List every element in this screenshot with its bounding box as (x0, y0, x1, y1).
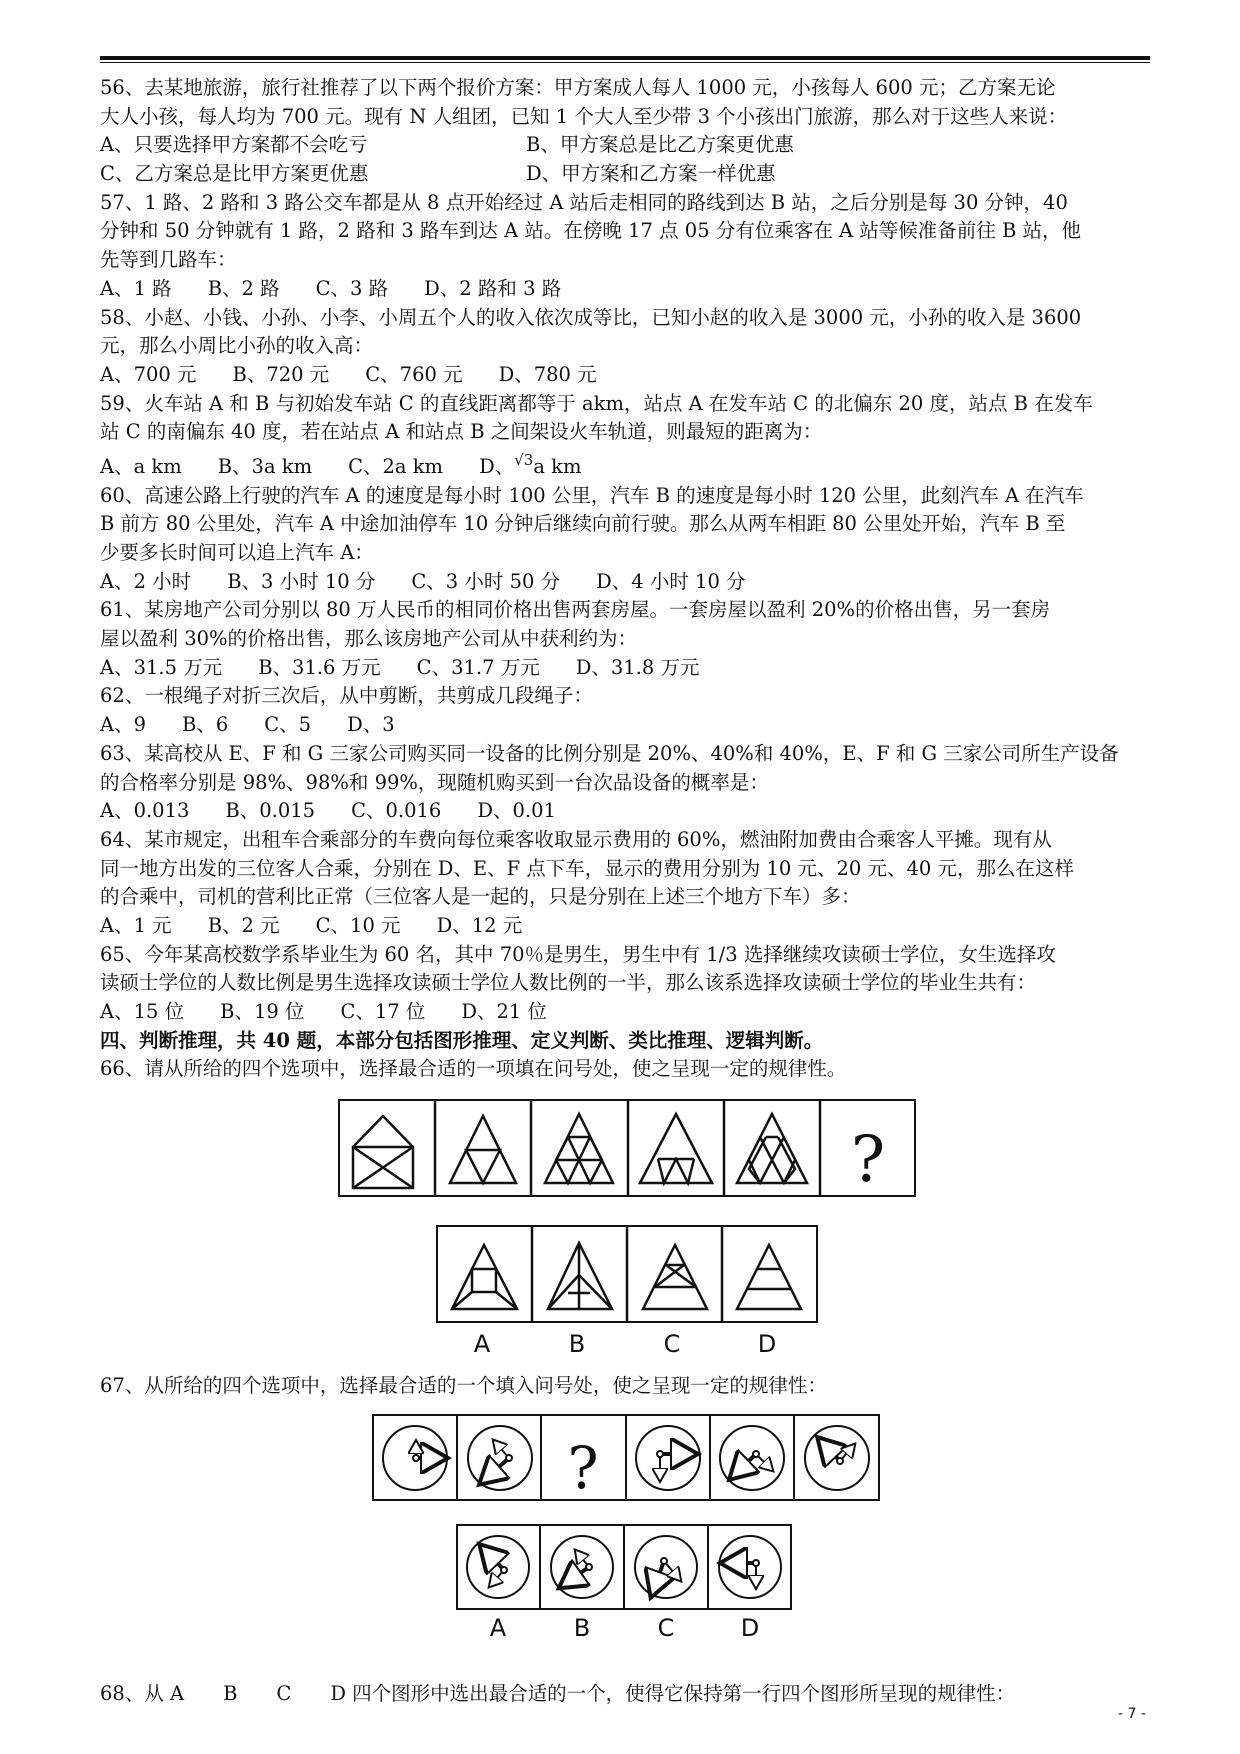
q67-label-d: D (740, 1614, 760, 1642)
q66-label-d: D (757, 1330, 777, 1358)
option-a-figure (452, 1245, 517, 1309)
q63-option-b: B、0.015 (225, 799, 316, 823)
q64-option-a: A、1 元 (100, 913, 172, 937)
q60-option-c: C、3 小时 50 分 (411, 569, 561, 593)
q60-line: B 前方 80 公里处，汽车 A 中途加油停车 10 分钟后继续向前行驶。那么从两车相距 80 公里处开始，汽车 B 至 (100, 512, 1066, 536)
q56-option-d: D、甲方案和乙方案一样优惠 (526, 162, 776, 186)
q56-options-row (100, 131, 1160, 160)
q59-option-d-label: D、 (479, 454, 515, 478)
q62-option-b: B、6 (182, 713, 229, 737)
q67-options-row (456, 1524, 796, 1612)
q59-line: 59、火车站 A 和 B 与初始发车站 C 的直线距离都等于 akm，站点 A 在发车站 C 的北偏东 20 度，站点 B 在发车 (100, 391, 1093, 415)
q59-line: 站 C 的南偏东 40 度，若在站点 A 和站点 B 之间架设火车轨道，则最短的距离为： (100, 420, 823, 444)
q64-options-row (100, 912, 1160, 941)
clock-figure-6 (805, 1426, 869, 1490)
q61-line: 61、某房地产公司分别以 80 万人民币的相同价格出售两套房屋。一套房屋以盈利 20%的价格出售，另一套房 (100, 598, 1051, 622)
q61-line: 屋以盈利 30%的价格出售，那么该房地产公司从中获利约为： (100, 627, 638, 651)
q65-option-b: B、19 位 (220, 1000, 305, 1023)
q65-line: 读硕士学位的人数比例是男生选择攻读硕士学位人数比例的一半，那么该系选择攻读硕士学位的毕业生共有： (100, 971, 1037, 995)
q63-option-a: A、0.013 (100, 799, 190, 823)
sqrt3-symbol: √3 (514, 450, 534, 469)
q62-options-row (100, 711, 1160, 740)
q57-line: 57、1 路、2 路和 3 路公交车都是从 8 点开始经过 A 站后走相同的路线到达 B 站，之后分别是每 30 分钟，40 (100, 190, 1068, 214)
q61-options-row (100, 654, 1160, 683)
q59-option-c: C、2a km (348, 454, 444, 478)
q65-option-d: D、21 位 (461, 1000, 548, 1023)
q63-line: 63、某高校从 E、F 和 G 三家公司购买同一设备的比例分别是 20%、40%和 40%，E、F 和 G 三家公司所生产设备 (100, 741, 1119, 765)
envelope-figure (353, 1116, 413, 1188)
triangle-figure-4 (640, 1114, 712, 1183)
option-a-clock (467, 1536, 529, 1598)
section-heading: 四、判断推理，共 40 题，本部分包括图形推理、定义判断、类比推理、逻辑判断。 (100, 1028, 824, 1052)
q62-option-a: A、9 (100, 713, 146, 737)
q64-option-c: C、10 元 (315, 913, 401, 937)
q61-option-d: D、31.8 万元 (575, 655, 700, 679)
q58-option-b: B、720 元 (232, 362, 330, 386)
q66-text: 66、请从所给的四个选项中，选择最合适的一项填在问号处，使之呈现一定的规律性。 (100, 1057, 847, 1081)
q67-label-a: A (489, 1614, 507, 1642)
q63-option-d: D、0.01 (477, 799, 556, 823)
q60-options-row (100, 568, 1160, 597)
q67-label-b: B (573, 1614, 591, 1642)
q58-options-row (100, 361, 1160, 390)
option-c-clock (635, 1536, 697, 1598)
triangle-figure-3 (545, 1114, 613, 1183)
option-b-figure (548, 1243, 612, 1309)
q57-option-b: B、2 路 (207, 276, 280, 300)
q61-option-b: B、31.6 万元 (258, 655, 381, 679)
page-number: - 7 - (1118, 1706, 1146, 1722)
q56-option-b: B、甲方案总是比乙方案更优惠 (526, 133, 794, 157)
q57-line: 分钟和 50 分钟就有 1 路，2 路和 3 路车到达 A 站。在傍晚 17 点 05 分有位乘客在 A 站等候准备前往 B 站，他 (100, 219, 1082, 243)
question-mark: ? (850, 1123, 886, 1197)
q58-line: 元，那么小周比小孙的收入高： (100, 334, 374, 358)
q60-option-b: B、3 小时 10 分 (227, 569, 376, 593)
q56-options-row (100, 160, 1160, 189)
q66-label-a: A (473, 1330, 491, 1358)
q65-option-a: A、15 位 (100, 1000, 185, 1023)
option-b-clock (551, 1536, 613, 1598)
q57-option-d: D、2 路和 3 路 (424, 276, 562, 300)
q59-option-a: A、a km (100, 454, 182, 478)
header-rule (100, 56, 1150, 60)
q56-option-a: A、只要选择甲方案都不会吃亏 (100, 133, 368, 157)
q61-option-a: A、31.5 万元 (100, 655, 223, 679)
q60-line: 60、高速公路上行驶的汽车 A 的速度是每小时 100 公里，汽车 B 的速度是每小时 120 公里，此刻汽车 A 在汽车 (100, 483, 1084, 507)
q57-options-row (100, 275, 1160, 304)
q68-text: 68、从 A B C D 四个图形中选出最合适的一个，使得它保持第一行四个图形所呈现的规律性： (100, 1682, 1016, 1705)
q58-option-d: D、780 元 (498, 362, 597, 386)
q64-line: 64、某市规定，出租车合乘部分的车费向每位乘客收取显示费用的 60%，燃油附加费由合乘客人平摊。现有从 (100, 827, 1052, 851)
q64-option-b: B、2 元 (207, 913, 280, 937)
q65-option-c: C、17 位 (340, 1000, 426, 1023)
q58-option-a: A、700 元 (100, 362, 197, 386)
q61-option-c: C、31.7 万元 (416, 655, 540, 679)
q63-option-c: C、0.016 (351, 799, 442, 823)
q63-line: 的合格率分别是 98%、98%和 99%，现随机购买到一台次品设备的概率是： (100, 770, 769, 794)
q62-option-d: D、3 (347, 713, 395, 737)
q56-option-c: C、乙方案总是比甲方案更优惠 (100, 162, 369, 186)
q66-label-c: C (663, 1330, 681, 1358)
q59-options-row (100, 447, 1160, 482)
q60-option-a: A、2 小时 (100, 569, 192, 593)
clock-figure-1 (383, 1426, 447, 1490)
q65-line: 65、今年某高校数学系毕业生为 60 名，其中 70％是男生，男生中有 1/3 选择继续攻读硕士学位，女生选择攻 (100, 942, 1056, 966)
q64-line: 的合乘中，司机的营利比正常（三位客人是一起的，只是分别在上述三个地方下车）多： (100, 885, 861, 909)
q60-line: 少要多长时间可以追上汽车 A： (100, 541, 374, 564)
q66-label-b: B (568, 1330, 586, 1358)
q64-line: 同一地方出发的三位客人合乘，分别在 D、E、F 点下车，显示的费用分别为 10 元、20 元、40 元，那么在这样 (100, 856, 1075, 880)
q62-line: 62、一根绳子对折三次后，从中剪断，共剪成几段绳子： (100, 684, 593, 708)
q59-option-d (479, 450, 582, 478)
q62-option-c: C、5 (264, 713, 312, 737)
option-c-figure (643, 1245, 707, 1309)
q66-figure-row (338, 1099, 918, 1199)
q64-option-d: D、12 元 (436, 913, 523, 937)
triangle-figure-5 (737, 1114, 807, 1183)
q57-option-a: A、1 路 (100, 276, 172, 300)
q65-options-row (100, 998, 1160, 1027)
question-mark: ? (567, 1434, 599, 1502)
option-d-figure (737, 1245, 801, 1309)
q63-options-row (100, 797, 1160, 826)
q56-line: 56、去某地旅游，旅行社推荐了以下两个报价方案：甲方案成人每人 1000 元，小孩每人 600 元；乙方案无论 (100, 76, 1056, 99)
option-d-clock (719, 1536, 781, 1598)
page-content (100, 74, 1160, 1084)
q67-label-c: C (657, 1614, 675, 1642)
q66-options-row (436, 1225, 820, 1325)
q58-line: 58、小赵、小钱、小孙、小李、小周五个人的收入依次成等比，已知小赵的收入是 3000 元，小孙的收入是 3600 (100, 305, 1082, 329)
q59-option-b: B、3a km (217, 454, 313, 478)
clock-figure-2 (468, 1426, 532, 1490)
q67-figure-row (372, 1414, 882, 1504)
q57-option-c: C、3 路 (315, 276, 389, 300)
q57-line: 先等到几路车： (100, 248, 237, 272)
header-rule-thin (100, 62, 1150, 63)
q60-option-d: D、4 小时 10 分 (596, 569, 746, 593)
q67-text: 67、从所给的四个选项中，选择最合适的一个填入问号处，使之呈现一定的规律性： (100, 1374, 827, 1397)
clock-figure-5 (720, 1426, 784, 1490)
q56-line: 大人小孩，每人均为 700 元。现有 N 人组团，已知 1 个大人至少带 3 个小孩出门旅游，那么对于这些人来说： (100, 104, 1068, 128)
q58-option-c: C、760 元 (365, 362, 463, 386)
triangle-figure-2 (450, 1116, 516, 1183)
clock-figure-4 (636, 1426, 700, 1490)
q59-option-d-tail: a km (533, 454, 582, 478)
